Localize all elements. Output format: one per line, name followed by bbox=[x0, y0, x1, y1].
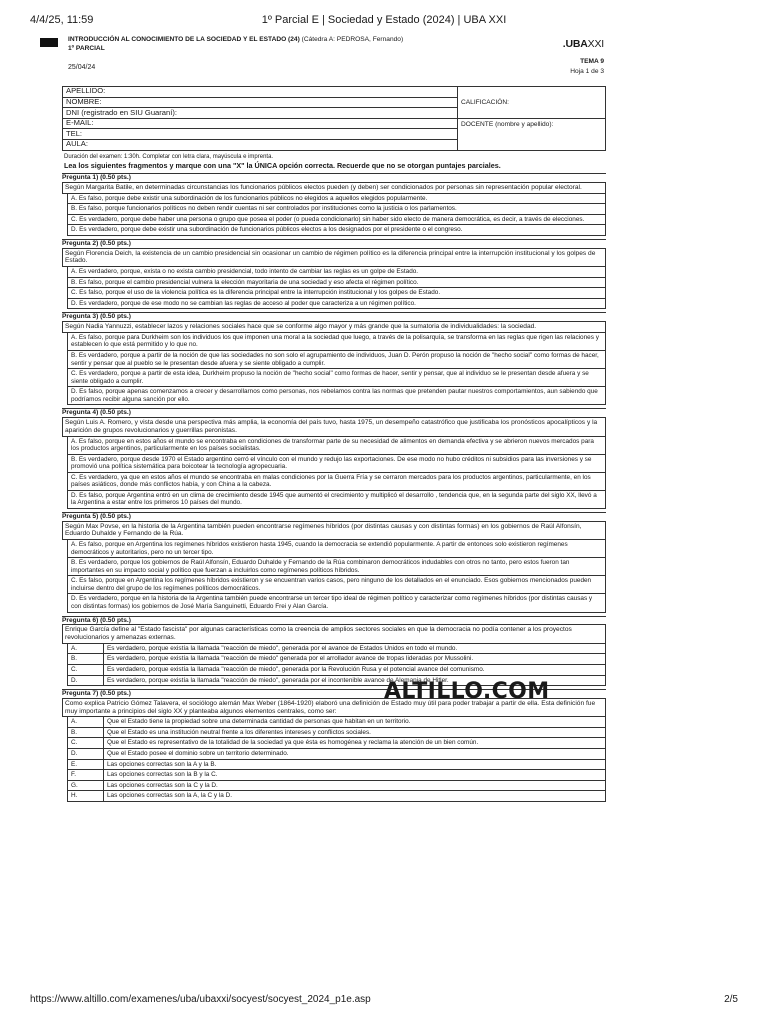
answer-option[interactable] bbox=[67, 387, 606, 405]
question-block bbox=[62, 689, 606, 802]
tema-label: TEMA 9 bbox=[580, 58, 604, 65]
option-letter: D. bbox=[68, 749, 104, 759]
answer-option[interactable] bbox=[67, 473, 606, 491]
question-block bbox=[62, 408, 606, 509]
answer-option[interactable] bbox=[67, 299, 606, 310]
option-text: C. Es verdadero, ya que en estos años el mundo se encontraba en malas condiciones por la Guerra Fría y se cerraron mercados para los productos argentinos, particularmente, en los países asiáticos, donde más conflictos había, y con China a la cabeza. bbox=[71, 473, 591, 489]
question-title: Pregunta 7) (0.50 pts.) bbox=[62, 689, 606, 698]
course-title bbox=[68, 36, 498, 44]
answer-option[interactable] bbox=[67, 194, 606, 205]
watermark: ALTILLO.COM bbox=[384, 679, 550, 704]
question-stem: Según Max Povse, en la historia de la Argentina también pueden encontrarse regímenes híbridos (por distintas causas y con distintas formas) en los gobiernos de Raúl Alfonsín, Eduardo Duhalde y Fernando de la Rúa. bbox=[62, 521, 606, 541]
answer-option[interactable] bbox=[67, 437, 606, 455]
answer-option[interactable] bbox=[67, 594, 606, 612]
parcial-label: 1º PARCIAL bbox=[68, 45, 105, 52]
question-block bbox=[62, 312, 606, 405]
option-text: Las opciones correctas son la C y la D. bbox=[107, 781, 218, 789]
question-stem: Según Nadia Yannuzzi, establecer lazos y relaciones sociales hace que se conforme algo mayor y más grande que la sumatoria de individualidades: la sociedad. bbox=[62, 321, 606, 333]
answer-option[interactable] bbox=[67, 749, 606, 760]
option-letter: F. bbox=[68, 770, 104, 780]
course-name: INTRODUCCIÓN AL CONOCIMIENTO DE LA SOCIEDAD Y EL ESTADO (24) bbox=[68, 36, 300, 43]
option-letter: A. bbox=[68, 717, 104, 727]
question-stem: Según Margarita Batile, en determinadas circunstancias los funcionarios públicos electos pueden (y deben) ser condicionados por personas sin representación popular electoral. bbox=[62, 182, 606, 194]
option-text: D. Es verdadero, porque debe existir una subordinación de funcionarios públicos electos a los designados por el presidente o el congreso. bbox=[71, 226, 463, 234]
question-block bbox=[62, 616, 606, 686]
option-text: D. Es verdadero, porque en la historia de la Argentina también puede encontrarse un tercer tipo ideal de régimen político y caracterizar como regímenes híbridos (por distintas causas y con distintas formas) los gobiernos de José María Sanguinetti, Eduardo Frei y Alan García. bbox=[71, 595, 593, 611]
answer-option[interactable] bbox=[67, 558, 606, 576]
uba-xxi-logo bbox=[563, 38, 604, 50]
answer-option[interactable] bbox=[67, 351, 606, 369]
option-text: C. Es verdadero, porque debe haber una persona o grupo que posea el poder (o pueda condicionarlo) sin haber sido electo de manera democrática, es decir, a través de elecciones. bbox=[71, 215, 585, 223]
answer-option[interactable] bbox=[67, 644, 606, 655]
answer-option[interactable] bbox=[67, 576, 606, 594]
option-text: C. Es falso, porque en Argentina los regímenes híbridos existieron y se encuentran varios casos, pero ninguno de los detallados en el enunciado. Esos gobiernos mencionados pueden incluirse dentro del grupo de los regímenes políticos democráticos. bbox=[71, 577, 592, 592]
answer-option[interactable] bbox=[67, 738, 606, 749]
nombre-field[interactable]: NOMBRE: bbox=[63, 97, 458, 108]
option-text: A. Es falso, porque debe existir una subordinación de los funcionarios públicos no elegidos a aquellos elegidos popularmente. bbox=[71, 194, 428, 202]
option-text: D. Es verdadero, porque de ese modo no se cambian las reglas de acceso al poder que caracteriza a un régimen político. bbox=[71, 299, 416, 307]
answer-option[interactable] bbox=[67, 491, 606, 509]
logo-xxi: XXI bbox=[587, 38, 604, 50]
answer-option[interactable] bbox=[67, 791, 606, 802]
option-text: Que el Estado es representativo de la totalidad de la sociedad ya que ésta es homogénea y reclama la atención de un bien común. bbox=[107, 739, 479, 747]
questions-list bbox=[62, 173, 606, 802]
browser-print-footer bbox=[30, 994, 738, 1008]
answer-option[interactable] bbox=[67, 728, 606, 739]
answer-option[interactable] bbox=[67, 760, 606, 771]
question-block bbox=[62, 512, 606, 613]
question-stem: Según Florencia Deich, la existencia de un cambio presidencial sin ocasionar un cambio de régimen político es la diferencia principal entre la interrupción institucional y los golpes de Estado. bbox=[62, 248, 606, 268]
print-date: 4/4/25, 11:59 bbox=[30, 14, 94, 26]
print-page-title: 1º Parcial E | Sociedad y Estado (2024) | UBA XXI bbox=[261, 14, 507, 26]
catedra: (Cátedra A: PEDROSA, Fernando) bbox=[301, 36, 404, 43]
answer-option[interactable] bbox=[67, 665, 606, 676]
option-letter: H. bbox=[68, 791, 104, 801]
answer-option[interactable] bbox=[67, 369, 606, 387]
option-text: Es verdadero, porque existía la llamada "reacción de miedo", generada por la Revolución Rusa y el potencial avance del comunismo. bbox=[107, 665, 485, 673]
question-title: Pregunta 2) (0.50 pts.) bbox=[62, 239, 606, 248]
answer-option[interactable] bbox=[67, 288, 606, 299]
option-text: A. Es falso, porque para Durkheim son los individuos los que imponen una moral a la sociedad que luego, a través de la polisarquía, se transforma en las reglas que rigen las relaciones y establecen lo que está permitido y lo que no. bbox=[71, 333, 599, 349]
option-text: Las opciones correctas son la A y la B. bbox=[107, 760, 217, 768]
option-text: Es verdadero, porque existía la llamada "reacción de miedo", generada por el incontenible avance de Alemania de Hitler. bbox=[107, 676, 449, 684]
answer-option[interactable] bbox=[67, 781, 606, 792]
option-letter: E. bbox=[68, 760, 104, 770]
email-field[interactable]: E-MAIL: bbox=[63, 118, 458, 129]
option-text: B. Es falso, porque funcionarios políticos no deben rendir cuentas ni ser controlados por instituciones como la justicia o los parlamentos. bbox=[71, 205, 457, 213]
answer-option[interactable] bbox=[67, 267, 606, 278]
answer-option[interactable] bbox=[67, 770, 606, 781]
student-id-table bbox=[62, 86, 606, 151]
option-text: D. Es falso, porque Argentina entró en un clima de crecimiento desde 1945 que aumentó el crecimiento y multiplicó el desarrollo , tendencia que, en la segunda parte del siglo XX, llevó a la Argentina a estar entre los primeros 10 países del mundo. bbox=[71, 491, 597, 507]
option-text: B. Es falso, porque el cambio presidencial vulnera la elección mayoritaria de una sociedad y eso afecta el régimen político. bbox=[71, 278, 419, 286]
exam-header bbox=[62, 34, 606, 84]
question-title: Pregunta 3) (0.50 pts.) bbox=[62, 312, 606, 321]
option-text: Las opciones correctas son la B y la C. bbox=[107, 771, 218, 779]
option-letter: C. bbox=[68, 738, 104, 748]
option-letter: C. bbox=[68, 665, 104, 675]
question-block bbox=[62, 239, 606, 309]
option-text: Que el Estado tiene la propiedad sobre una determinada cantidad de personas que habitan en un territorio. bbox=[107, 718, 411, 726]
answer-option[interactable] bbox=[67, 215, 606, 226]
answer-option[interactable] bbox=[67, 278, 606, 289]
option-text: Es verdadero, porque existía la llamada "reacción de miedo", generada por el avance de Estados Unidos en todo el mundo. bbox=[107, 644, 458, 652]
question-title: Pregunta 6) (0.50 pts.) bbox=[62, 616, 606, 625]
tel-field[interactable]: TEL: bbox=[63, 129, 458, 140]
option-text: B. Es verdadero, porque los gobiernos de Raúl Alfonsín, Eduardo Duhalde y Fernando de la Rúa combinaron democráticos indudables con otros no tanto, pero estos fueron tan importantes en su impacto social y político que fuerzan a incluirlos como regímenes políticos híbridos. bbox=[71, 559, 570, 574]
option-text: Que el Estado es una institución neutral frente a los diferentes intereses y conflictos sociales. bbox=[107, 728, 371, 736]
option-text: A. Es verdadero, porque, exista o no exista cambio presidencial, todo intento de cambiar las reglas es un golpe de Estado. bbox=[71, 268, 419, 276]
exam-date: 25/04/24 bbox=[68, 64, 96, 71]
option-letter: A. bbox=[68, 644, 104, 654]
hoja-label: Hoja 1 de 3 bbox=[570, 68, 604, 75]
print-url: https://www.altillo.com/examenes/uba/ubaxxi/socyest/socyest_2024_p1e.asp bbox=[30, 994, 371, 1005]
answer-option[interactable] bbox=[67, 204, 606, 215]
question-title: Pregunta 5) (0.50 pts.) bbox=[62, 512, 606, 521]
option-text: A. Es falso, porque en estos años el mundo se encontraba en condiciones de transformar parte de su necesidad de alimentos en demanda efectiva y se abrieron nuevos mercados para los productos argentinos, particularmente en los países socialistas. bbox=[71, 437, 594, 453]
browser-print-header bbox=[30, 14, 738, 28]
question-stem: Como explica Patricio Gómez Talavera, el sociólogo alemán Max Weber (1864-1920) elaboró una definición de Estado muy útil para poder trabajar a partir de ella. Esta definición fue muy importante a principios del siglo XX y planteaba algunos elementos centrales, como ser: bbox=[62, 698, 606, 718]
option-letter: D. bbox=[68, 676, 104, 686]
option-text: C. Es falso, porque el uso de la violencia política es la diferencia principal entre la interrupción institucional y los golpes de Estado. bbox=[71, 289, 441, 297]
option-text: B. Es verdadero, porque a partir de la noción de que las sociedades no son solo el agrupamiento de individuos, Juan D. Perón propuso la noción de "hecho social" como formas de hacer, sentir y pensar que al pueblo se le presentan desde afuera y se siente obligado a cumplir. bbox=[71, 351, 599, 367]
duration-note: Duración del examen: 1:30h. Completar con letra clara, mayúscula e imprenta. bbox=[64, 153, 274, 160]
apellido-field[interactable]: APELLIDO: bbox=[63, 87, 458, 98]
logo-uba: .UBA bbox=[562, 38, 588, 50]
answer-option[interactable] bbox=[67, 717, 606, 728]
barcode-mark bbox=[40, 38, 58, 47]
print-page-number: 2/5 bbox=[724, 994, 738, 1005]
option-text: D. Es falso, porque apenas comenzamos a crecer y desarrollarnos como personas, nos rebelamos contra las normas que pretenden pautar nuestros comportamientos, aun sabiendo que podríamos recibir alguna sanción por ello. bbox=[71, 388, 598, 403]
docente-field[interactable]: DOCENTE (nombre y apellido): bbox=[458, 118, 606, 150]
exam-document bbox=[62, 34, 606, 964]
aula-field[interactable]: AULA: bbox=[63, 139, 458, 150]
answer-option[interactable] bbox=[67, 455, 606, 473]
option-text: Que el Estado posee el dominio sobre un territorio determinado. bbox=[107, 750, 289, 757]
instructions: Lea los siguientes fragmentos y marque con una "X" la ÚNICA opción correcta. Recuerde que no se otorgan puntajes parciales. bbox=[64, 160, 501, 170]
question-stem: Enrique García define al "Estado fascista" por algunas características como la creencia de amplios sectores sociales en que la democracia no podía contener a los proyectos revolucionarios y amenazas externas. bbox=[62, 624, 606, 644]
option-letter: B. bbox=[68, 728, 104, 738]
answer-option[interactable] bbox=[67, 654, 606, 665]
option-text: A. Es falso, porque en Argentina los regímenes híbridos existieron hasta 1945, cuando la democracia se extendió popularmente. A partir de entonces solo existieron regímenes democráticos y autoritarios, pero no un tercer tipo. bbox=[71, 541, 568, 556]
option-letter: B. bbox=[68, 654, 104, 664]
question-title: Pregunta 1) (0.50 pts.) bbox=[62, 173, 606, 182]
calificacion-field[interactable]: CALIFICACIÓN: bbox=[458, 87, 606, 119]
dni-field[interactable]: DNI (registrado en SIU Guaraní): bbox=[63, 108, 458, 119]
option-text: B. Es verdadero, porque desde 1970 el Estado argentino cerró el vínculo con el mundo y redujo las exportaciones. De ese modo no hubo créditos ni subsidios para las inversiones y se promovió una política sistemática para boicotear la tecnología agropecuaria. bbox=[71, 455, 592, 471]
option-text: Es verdadero, porque existía la llamada "reacción de miedo" generada por el arrollador avance de tropas lideradas por Mussolini. bbox=[107, 655, 474, 663]
option-text: Las opciones correctas son la A, la C y la D. bbox=[107, 792, 233, 800]
answer-option[interactable] bbox=[67, 225, 606, 236]
question-block bbox=[62, 173, 606, 236]
question-stem: Según Luis A. Romero, y vista desde una perspectiva más amplia, la economía del país tuvo, hasta 1975, un desempeño catastrófico que justificaba los pronósticos apocalípticos y la aparición de grupos revolucionarios y guerrillas peronistas. bbox=[62, 417, 606, 437]
option-letter: G. bbox=[68, 781, 104, 791]
option-text: C. Es verdadero, porque a partir de esta idea, Durkheim propuso la noción de "hecho social" como formas de hacer, sentir y pensar, que al individuo se le presentan desde afuera y se siente obligado a cumplir. bbox=[71, 370, 589, 385]
question-title: Pregunta 4) (0.50 pts.) bbox=[62, 408, 606, 417]
answer-option[interactable] bbox=[67, 540, 606, 558]
answer-option[interactable] bbox=[67, 333, 606, 351]
